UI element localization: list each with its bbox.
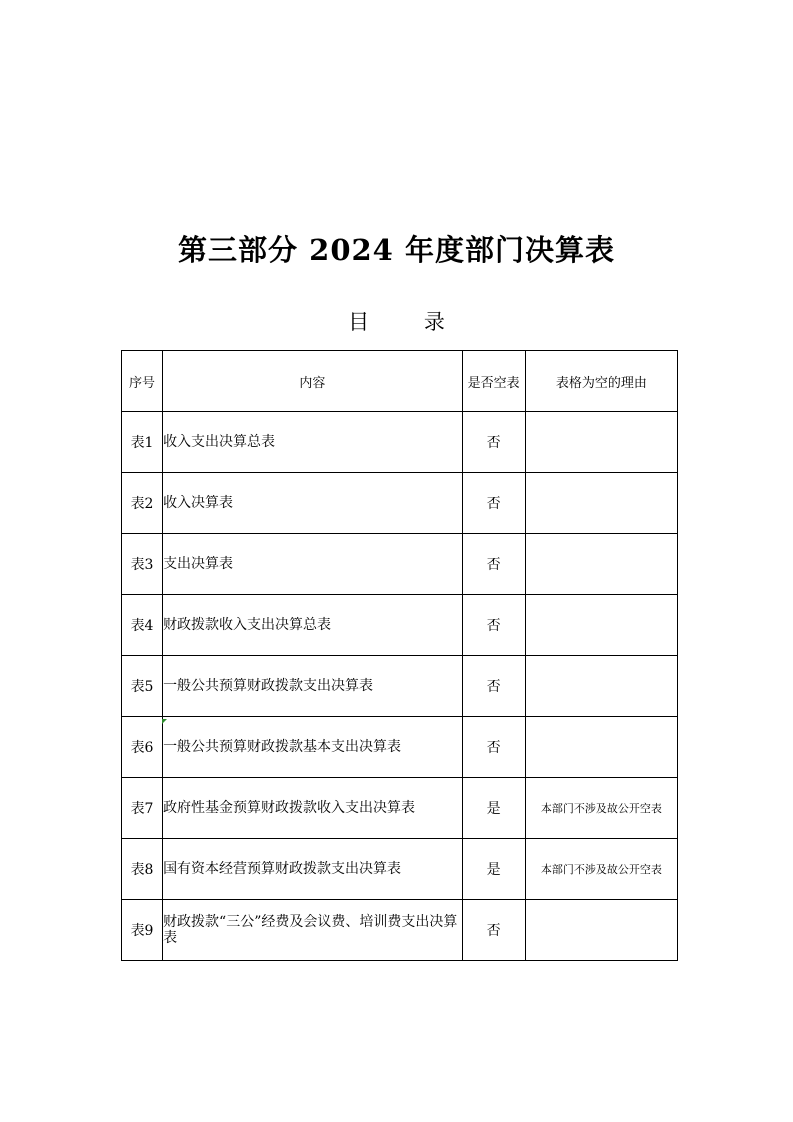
- table-header-row: [122, 351, 678, 412]
- table-row: [122, 534, 678, 595]
- row-reason: [525, 656, 677, 717]
- header-seq: 序号: [122, 351, 163, 412]
- row-is-empty: 是: [462, 778, 525, 839]
- toc-table: [121, 350, 678, 961]
- row-reason: [525, 717, 677, 778]
- row-content: 收入决算表: [163, 473, 463, 534]
- row-seq: 表3: [122, 534, 163, 595]
- toc-heading: 目 录: [348, 310, 469, 334]
- row-content: 一般公共预算财政拨款支出决算表: [163, 656, 463, 717]
- row-reason: 本部门不涉及故公开空表: [525, 778, 677, 839]
- row-is-empty: 否: [462, 717, 525, 778]
- row-seq: 表9: [122, 900, 163, 961]
- row-seq: 表8: [122, 839, 163, 900]
- cell-comment-marker: [162, 719, 167, 724]
- row-is-empty: 否: [462, 900, 525, 961]
- row-content: 财政拨款收入支出决算总表: [163, 595, 463, 656]
- row-content: 国有资本经营预算财政拨款支出决算表: [163, 839, 463, 900]
- table-row: [122, 778, 678, 839]
- row-is-empty: 否: [462, 656, 525, 717]
- table-row: [122, 656, 678, 717]
- row-is-empty: 否: [462, 595, 525, 656]
- row-reason: [525, 900, 677, 961]
- row-is-empty: 是: [462, 839, 525, 900]
- row-reason: [525, 473, 677, 534]
- table-row: [122, 900, 678, 961]
- row-reason: [525, 534, 677, 595]
- row-content: 财政拨款“三公”经费及会议费、培训费支出决算表: [163, 900, 463, 961]
- table-row: [122, 473, 678, 534]
- row-seq: 表2: [122, 473, 163, 534]
- row-reason: [525, 595, 677, 656]
- row-content: 政府性基金预算财政拨款收入支出决算表: [163, 778, 463, 839]
- row-is-empty: 否: [462, 473, 525, 534]
- row-seq: 表1: [122, 412, 163, 473]
- row-reason: [525, 412, 677, 473]
- table-row: [122, 839, 678, 900]
- table-row: [122, 412, 678, 473]
- row-seq: 表6: [122, 717, 163, 778]
- header-reason: 表格为空的理由: [525, 351, 677, 412]
- page-title: 第三部分 2024 年度部门决算表: [178, 233, 615, 267]
- row-content: 支出决算表: [163, 534, 463, 595]
- row-content: 一般公共预算财政拨款基本支出决算表: [163, 717, 463, 778]
- row-seq: 表7: [122, 778, 163, 839]
- row-content: 收入支出决算总表: [163, 412, 463, 473]
- row-seq: 表5: [122, 656, 163, 717]
- table-row: [122, 595, 678, 656]
- row-is-empty: 否: [462, 412, 525, 473]
- row-seq: 表4: [122, 595, 163, 656]
- header-is-empty: 是否空表: [462, 351, 525, 412]
- header-content: 内容: [163, 351, 463, 412]
- table-row: [122, 717, 678, 778]
- row-reason: 本部门不涉及故公开空表: [525, 839, 677, 900]
- row-is-empty: 否: [462, 534, 525, 595]
